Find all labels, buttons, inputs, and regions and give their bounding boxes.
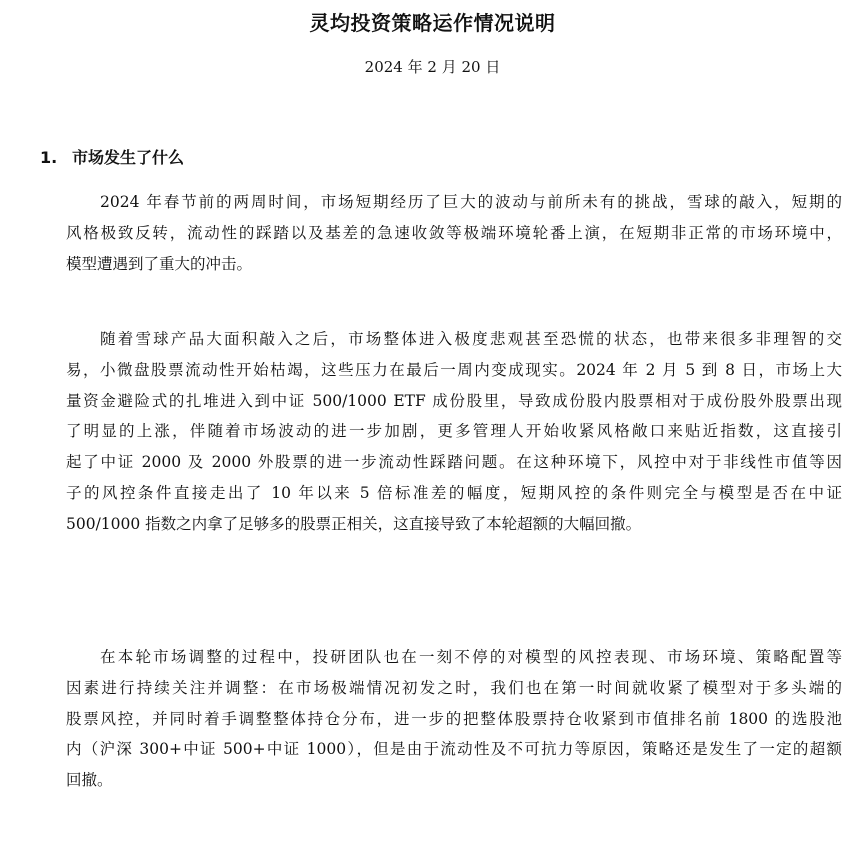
paragraph-1	[66, 187, 842, 279]
paragraph-line: 因素进行持续关注并调整：在市场极端情况初发之时，我们也在第一时间就收紧了模型对于多头端的	[66, 678, 842, 697]
paragraph-3	[66, 642, 842, 796]
paragraph-line: 500/1000 指数之内拿了足够多的股票正相关，这直接导致了本轮超额的大幅回撤。	[66, 514, 642, 533]
paragraph-line: 回撤。	[66, 771, 113, 790]
document-title: 灵均投资策略运作情况说明	[309, 11, 556, 35]
paragraph-line: 在本轮市场调整的过程中，投研团队也在一刻不停的对模型的风控表现、市场环境、策略配置等	[100, 648, 842, 666]
paragraph-line: 起了中证 2000 及 2000 外股票的进一步流动性踩踏问题。在这种环境下，风控中对于非线性市值等因	[66, 453, 842, 472]
paragraph-2	[66, 324, 842, 540]
section-title: 市场发生了什么	[72, 148, 185, 167]
paragraph-line: 易，小微盘股票流动性开始枯竭，这些压力在最后一周内变成现实。2024 年 2 月 5 到 8 日，市场上大	[66, 360, 842, 379]
paragraph-line: 随着雪球产品大面积敲入之后，市场整体进入极度悲观甚至恐慌的状态，也带来很多非理智的交	[100, 330, 842, 348]
paragraph-line: 了明显的上涨，伴随着市场波动的进一步加剧，更多管理人开始收紧风格敞口来贴近指数，这直接引	[66, 422, 842, 441]
section-number: 1.	[40, 148, 58, 167]
section-heading	[40, 144, 184, 172]
paragraph-line: 风格极致反转，流动性的踩踏以及基差的急速收敛等极端环境轮番上演，在短期非正常的市场环境中，	[66, 223, 842, 242]
paragraph-line: 量资金避险式的扎堆进入到中证 500/1000 ETF 成份股里，导致成份股内股票相对于成份股外股票出现	[66, 391, 842, 410]
paragraph-line: 子的风控条件直接走出了 10 年以来 5 倍标准差的幅度，短期风控的条件则完全与模型是否在中证	[66, 483, 842, 502]
paragraph-line: 内（沪深 300+中证 500+中证 1000），但是由于流动性及不可抗力等原因，策略还是发生了一定的超额	[66, 740, 842, 759]
document-date: 2024 年 2 月 20 日	[364, 58, 501, 76]
paragraph-line: 模型遭遇到了重大的冲击。	[66, 254, 253, 273]
paragraph-line: 2024 年春节前的两周时间，市场短期经历了巨大的波动与前所未有的挑战，雪球的敲入，短期的	[100, 193, 842, 211]
paragraph-line: 股票风控，并同时着手调整整体持仓分布，进一步的把整体股票持仓收紧到市值排名前 1800 的选股池	[66, 709, 842, 728]
